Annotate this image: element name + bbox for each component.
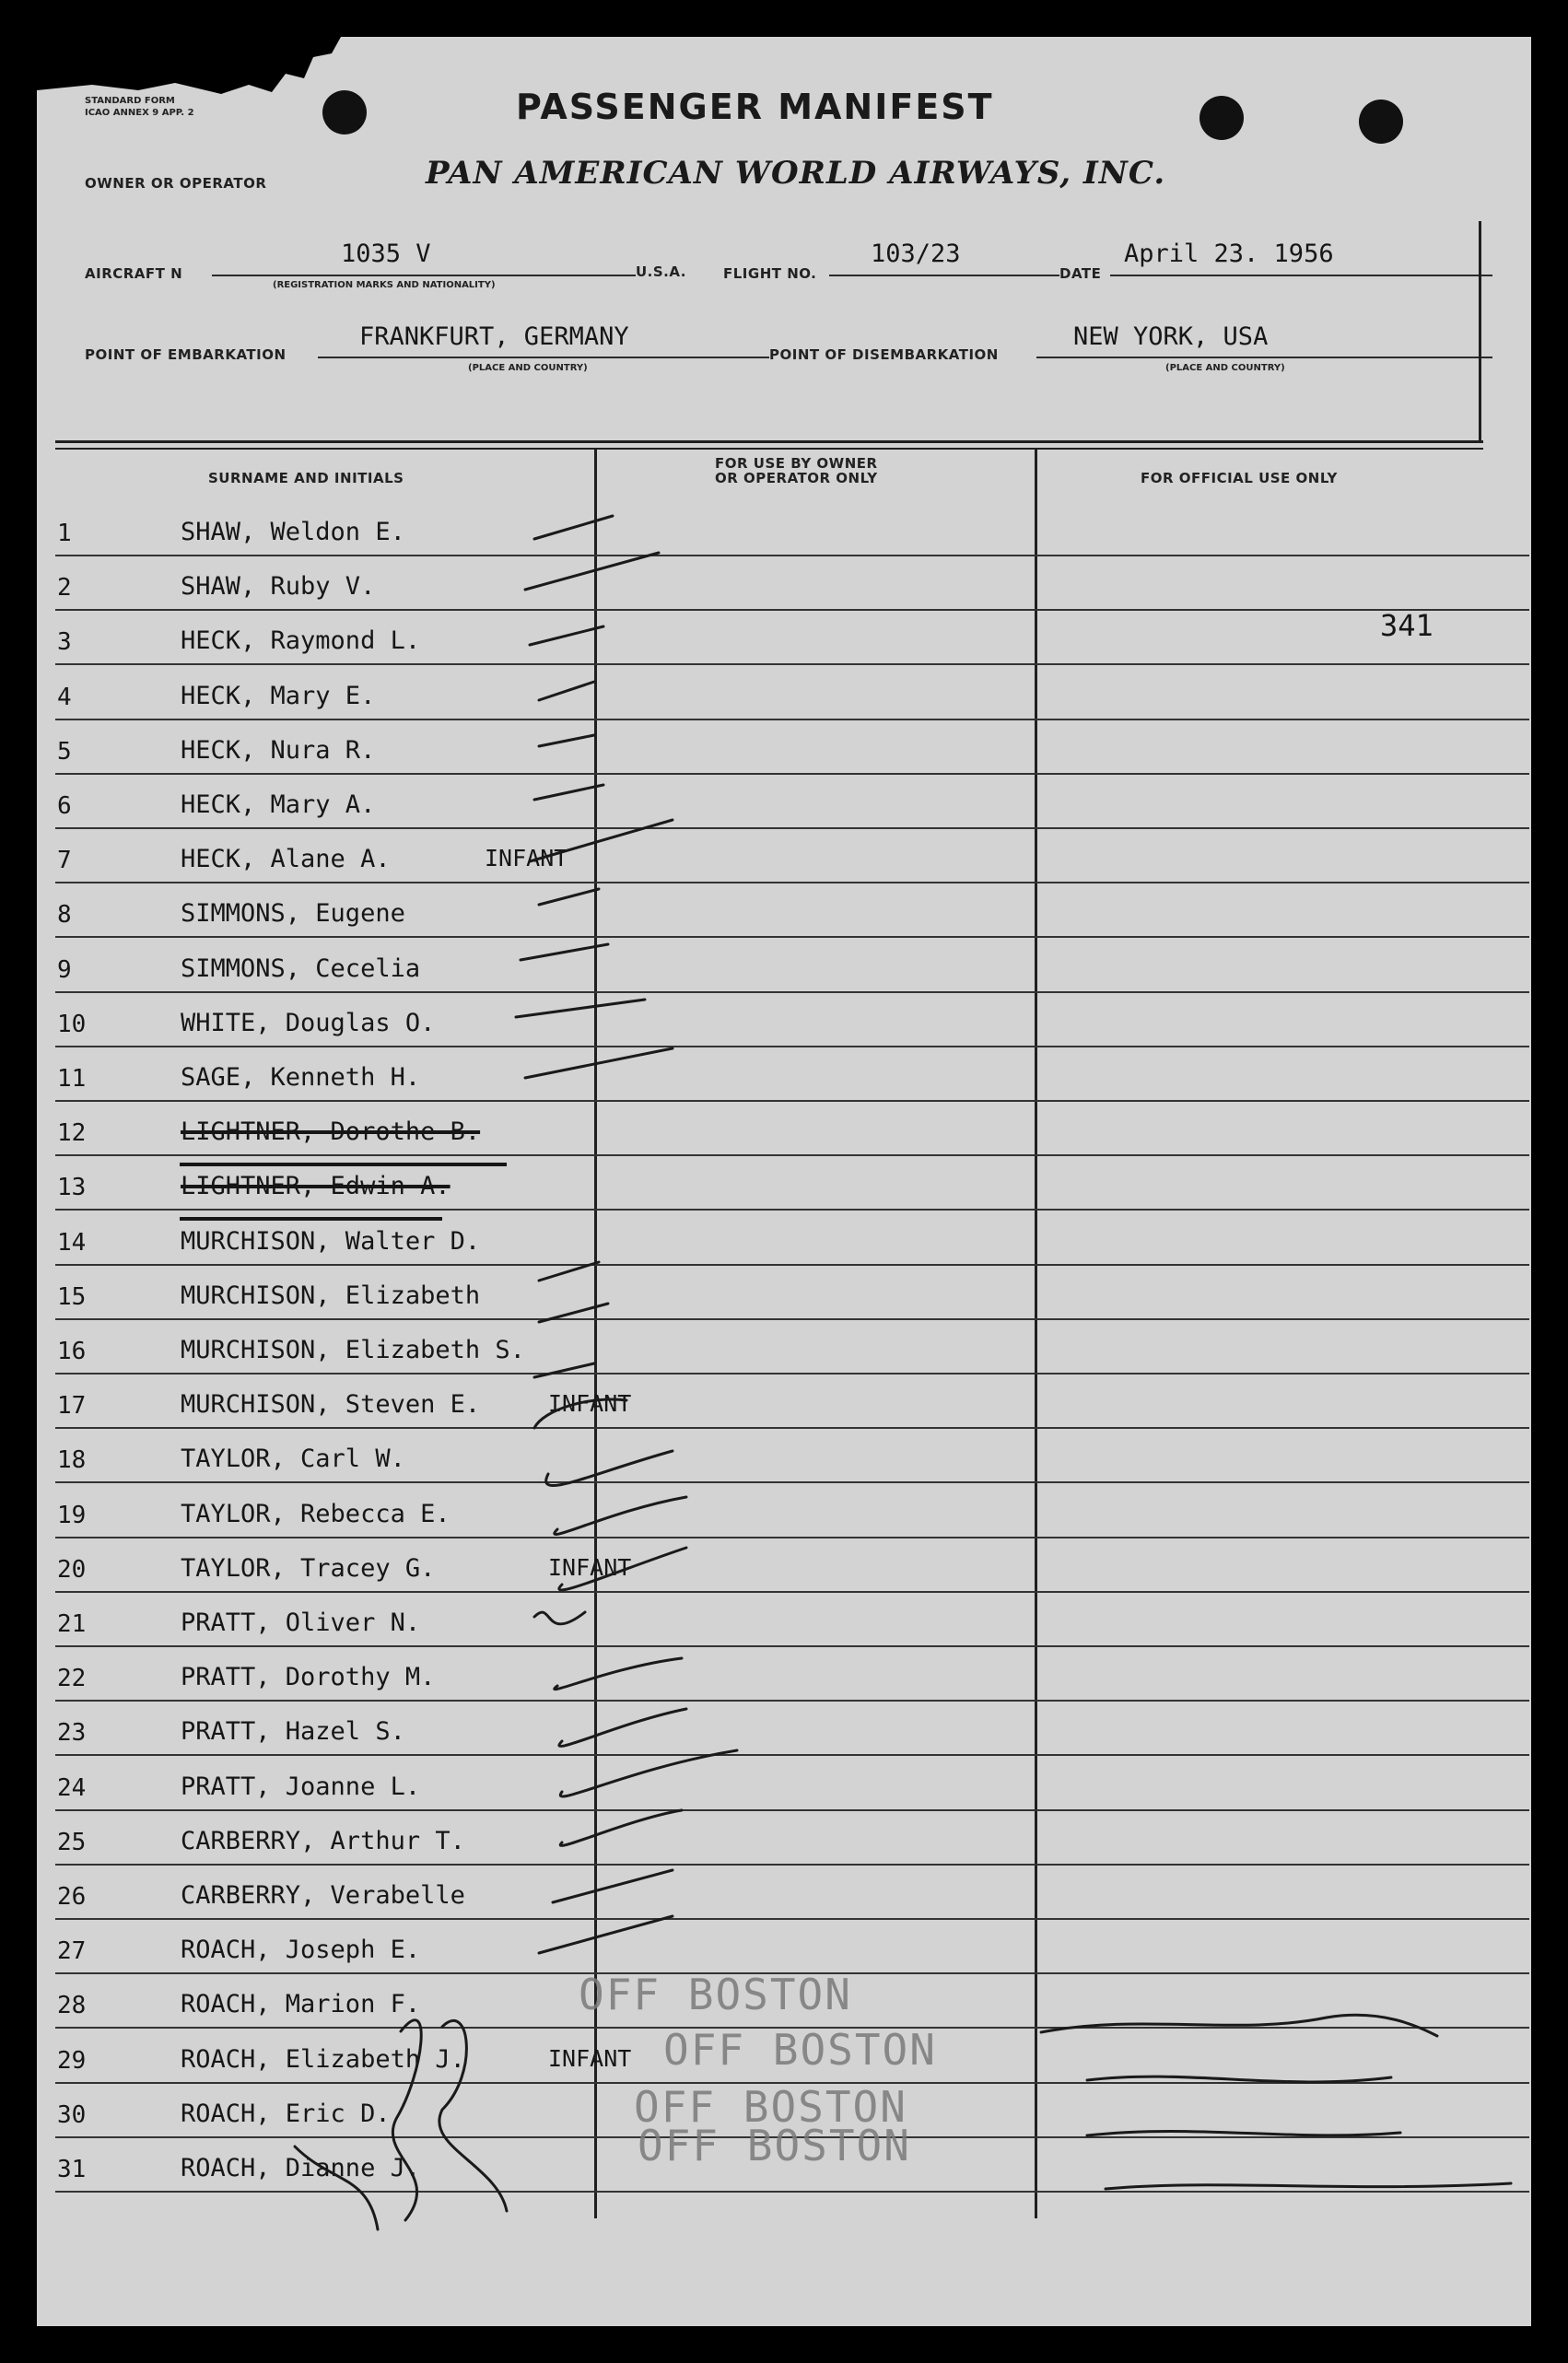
date-value: April 23. 1956 [1124,240,1334,268]
passenger-name: PRATT, Hazel S. [181,1717,405,1747]
row-number: 27 [57,1937,87,1966]
passenger-name: CARBERRY, Arthur T. [181,1826,465,1855]
passenger-name: MURCHISON, Elizabeth S. [181,1336,525,1364]
owner-label: OWNER OR OPERATOR [85,175,267,192]
form-ref-line2: ICAO ANNEX 9 APP. 2 [85,108,194,118]
row-number: 22 [57,1665,87,1693]
passenger-name: ROACH, Dianne J. [181,2154,421,2182]
passenger-name: ROACH, Eric D. [181,2099,391,2128]
passenger-name: LIGHTNER, Dorothe B. [181,1117,481,1147]
embark-caption: (PLACE AND COUNTRY) [468,363,588,373]
infant-note: INFANT [485,845,568,872]
aircraft-label: AIRCRAFT N [85,265,183,282]
passenger-name: TAYLOR, Rebecca E. [181,1499,451,1528]
row-number: 3 [57,628,72,657]
flight-label: FLIGHT NO. [723,265,817,282]
row-number: 25 [57,1828,87,1856]
row-number: 7 [57,847,72,875]
passenger-name: MURCHISON, Elizabeth [181,1281,481,1310]
col-header-surname: SURNAME AND INITIALS [208,470,404,486]
flight-value: 103/23 [871,240,961,268]
passenger-name: ROACH, Elizabeth J. [181,2044,465,2074]
row-number: 5 [57,737,72,766]
row-number: 11 [57,1065,87,1093]
passenger-name: SIMMONS, Cecelia [181,953,421,983]
passenger-name: HECK, Nura R. [181,735,376,765]
row-number: 17 [57,1392,87,1421]
registration-caption: (REGISTRATION MARKS AND NATIONALITY) [273,280,496,290]
passenger-name: WHITE, Douglas O. [181,1008,436,1037]
airline-name: PAN AMERICAN WORLD AIRWAYS, INC. [426,155,1166,192]
passenger-name: PRATT, Joanne L. [181,1772,421,1801]
usa-label: U.S.A. [636,263,686,280]
row-number: 19 [57,1501,87,1529]
row-number: 8 [57,901,72,930]
form-ref-line1: STANDARD FORM [85,96,175,106]
row-number: 12 [57,1119,87,1148]
row-number: 15 [57,1282,87,1311]
passenger-name: SAGE, Kenneth H. [181,1063,421,1092]
infant-note: INFANT [548,1553,632,1581]
infant-note: INFANT [548,2044,632,2072]
row-number: 2 [57,574,72,602]
row-number: 9 [57,955,72,984]
passenger-name: HECK, Mary A. [181,790,376,819]
col-header-owner-2: OR OPERATOR ONLY [715,470,878,486]
col-header-owner-1: FOR USE BY OWNER [715,455,878,472]
row-number: 24 [57,1773,87,1802]
passenger-name: TAYLOR, Tracey G. [181,1553,436,1583]
row-number: 28 [57,1992,87,2020]
passenger-name: SIMMONS, Eugene [181,899,405,929]
row-number: 16 [57,1338,87,1365]
passenger-name: ROACH, Marion F. [181,1990,421,2019]
passenger-name: PRATT, Oliver N. [181,1608,421,1637]
row-number: 20 [57,1555,87,1584]
passenger-name: TAYLOR, Carl W. [181,1445,405,1474]
disembark-value: NEW YORK, USA [1073,322,1269,351]
passenger-name: CARBERRY, Verabelle [181,1881,465,1910]
row-number: 4 [57,683,72,711]
passenger-name: MURCHISON, Walter D. [181,1226,481,1256]
page-title: PASSENGER MANIFEST [516,87,994,127]
row-number: 1 [57,520,72,547]
handwritten-check-marks [37,37,1531,2326]
passenger-name: PRATT, Dorothy M. [181,1663,436,1692]
stamp-off-boston-3: OFF BOSTON [634,2082,907,2132]
aircraft-value: 1035 V [341,240,431,268]
passenger-name: HECK, Alane A. [181,845,391,874]
row-number: 21 [57,1610,87,1638]
row-number: 13 [57,1174,87,1202]
embark-value: FRANKFURT, GERMANY [359,322,629,351]
stamp-off-boston-4: OFF BOSTON [638,2121,911,2170]
disembark-caption: (PLACE AND COUNTRY) [1165,363,1285,373]
disembark-label: POINT OF DISEMBARKATION [769,346,999,363]
row-number: 30 [57,2100,87,2129]
row-number: 10 [57,1010,87,1038]
stamp-off-boston-2: OFF BOSTON [663,2025,937,2075]
row-number: 31 [57,2156,87,2183]
row-number: 18 [57,1446,87,1475]
passenger-name: SHAW, Ruby V. [181,572,376,602]
row-number: 14 [57,1228,87,1257]
row-number: 6 [57,792,72,820]
passenger-name: HECK, Mary E. [181,681,376,710]
passenger-name: LIGHTNER, Edwin A. [181,1172,451,1201]
manifest-page [37,37,1531,2326]
stamp-off-boston-1: OFF BOSTON [579,1970,852,2019]
row-number: 23 [57,1719,87,1748]
passenger-name: ROACH, Joseph E. [181,1936,421,1965]
infant-note: INFANT [548,1390,632,1418]
passenger-name: SHAW, Weldon E. [181,518,405,546]
embark-label: POINT OF EMBARKATION [85,346,287,363]
official-number: 341 [1380,608,1433,643]
passenger-name: HECK, Raymond L. [181,626,421,656]
col-header-official: FOR OFFICIAL USE ONLY [1141,470,1338,486]
passenger-name: MURCHISON, Steven E. [181,1390,481,1420]
row-number: 29 [57,2046,87,2075]
row-number: 26 [57,1883,87,1911]
date-label: DATE [1059,265,1102,282]
